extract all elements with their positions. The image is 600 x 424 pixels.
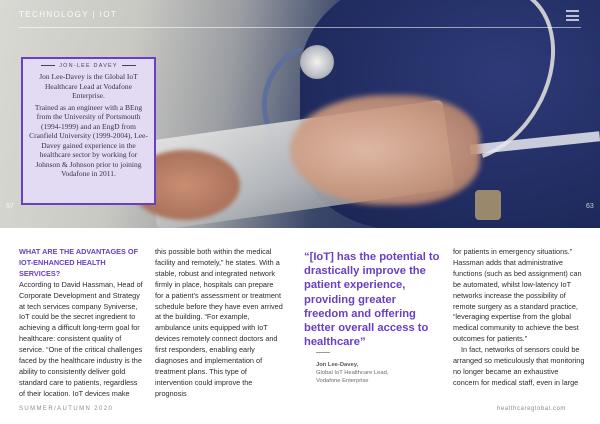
pull-quote-attribution (316, 361, 446, 385)
bio-body: Trained as an engineer with a BEng from the University of Portsmouth (1994-1999) and an EngD from Cranfield University (1999-2004), Lee-Davey gained experience in the healthcare sector by working for Johnson & Johnson prior to joining Vodafone in 2011. (29, 102, 148, 178)
page-number-left: 67 (6, 203, 14, 210)
article-column-1 (19, 247, 144, 400)
attribution-role: Global IoT Healthcare Lead, (316, 370, 389, 376)
attribution-name: Jon Lee-Davey, (316, 362, 359, 368)
website-link[interactable]: healthcareglobal.com (497, 406, 567, 412)
page-number-right: 63 (586, 203, 594, 210)
pull-quote: “[IoT] has the potential to drastically improve the patient experience, providing greater freedom and offering better overall access to healthcare” (304, 251, 440, 349)
bio-intro: Jon Lee-Davey is the Global IoT Healthcare Lead at Vodafone Enterprise. (39, 72, 138, 100)
issue-label: SUMMER/AUTUMN 2020 (19, 406, 114, 412)
pull-quote-divider (316, 352, 330, 353)
header-divider (19, 27, 581, 28)
bio-name: JON-LEE DAVEY (29, 63, 148, 69)
column-4-paragraph-2: In fact, networks of sensors could be arranged so meticulously that monitoring no longer became an exhaustive concern for medical staff, even in large (453, 345, 585, 387)
article-column-4 (453, 247, 585, 389)
bio-box (21, 57, 156, 205)
column-2-text: this possible both within the medical facility and remotely,” he states. With a stable, robust and integrated network firmly in place, hospitals can prepare for a patient’s assessment or treatment schedule before they have even arrived at the building. “For example, ambulance units equipped with IoT devices remotely connect doctors and first responders, enabling early diagnoses and implementation of treatment plans. This type of intervention could improve the prognosis (155, 247, 283, 398)
column-1-text: According to David Hassman, Head of Corporate Development and Strategy at tech services company Syniverse, IoT could be the secret ingredient to achieving a difficult long-term goal for healthcare: consistent quality of service. “One of the critical challenges faced by the healthcare industry is the ability to consistently deliver gold standard care to patients, regardless of their location. IoT devices make (19, 279, 143, 398)
menu-icon[interactable] (566, 10, 579, 21)
hand-shape (290, 95, 480, 205)
section-question: WHAT ARE THE ADVANTAGES OF IOT-ENHANCED HEALTH SERVICES? (19, 247, 139, 278)
attribution-org: Vodafone Enterprise (316, 378, 369, 384)
article-column-2 (155, 247, 283, 400)
stethoscope-chestpiece-shape (300, 45, 334, 79)
section-label: TECHNOLOGY | IOT (19, 10, 118, 19)
watch-shape (475, 190, 501, 220)
column-4-paragraph-1: for patients in emergency situations.” Hassman adds that administrative functions (such as bed assignment) can be automated, whilst low-latency IoT networks increase the possibility of remote surgery as a standard practice, “leveraging expertise from the global medical community to achieve the best outcomes for patients.” (453, 247, 582, 344)
